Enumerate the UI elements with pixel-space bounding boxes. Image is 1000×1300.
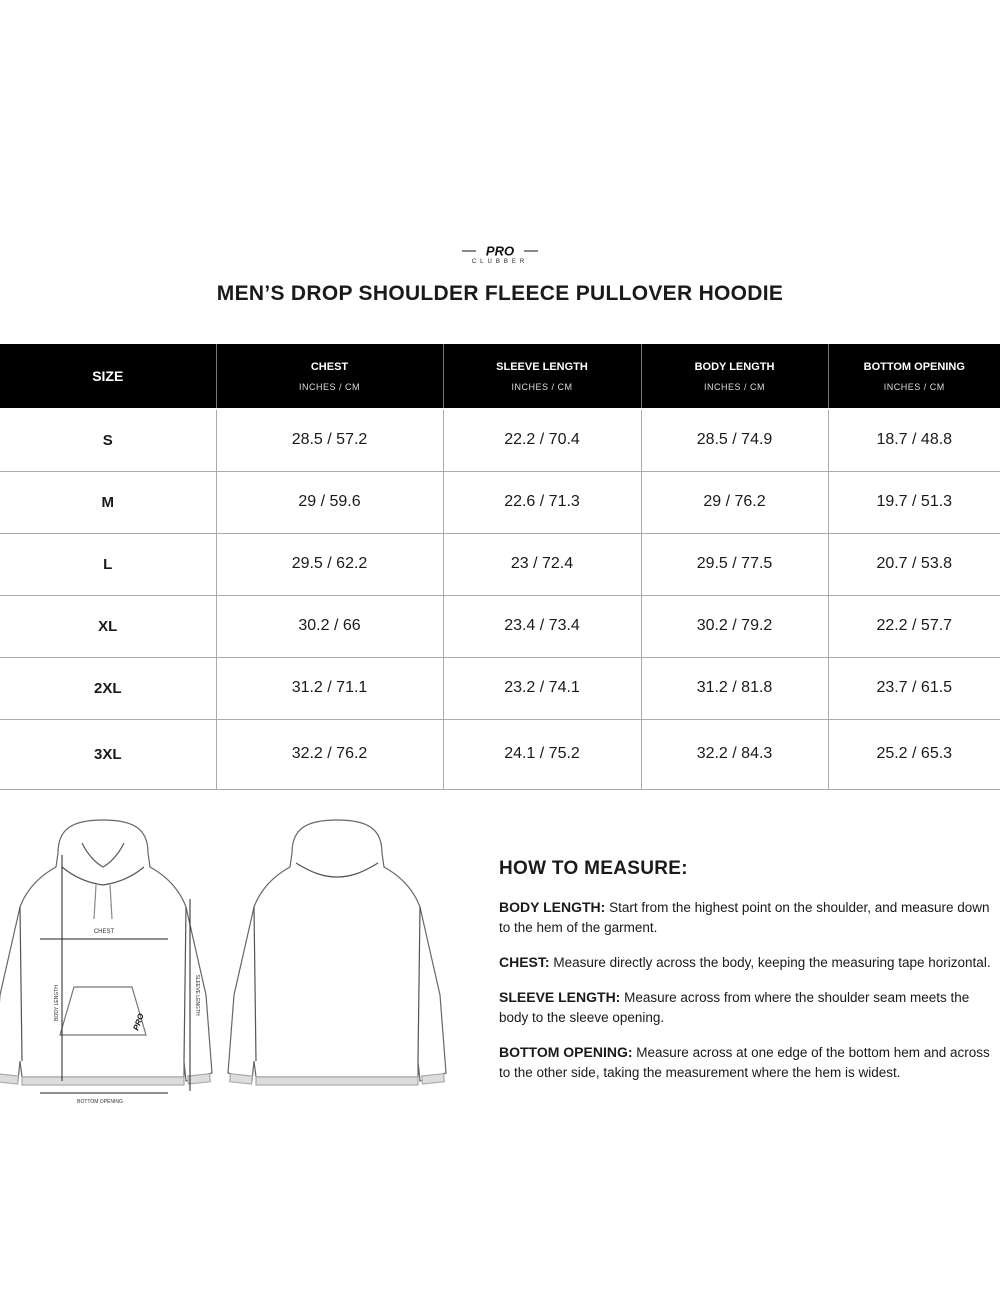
size-cell: 2XL [0,657,216,719]
header-size [0,344,216,409]
header-unit: INCHES / CM [511,381,573,392]
bottom-opening-label: BOTTOM OPENING [77,1099,123,1105]
instruction-text: Start from the highest point on the shoulder, and measure down to the hem of the garment. [499,900,990,935]
bottom-opening-cell: 19.7 / 51.3 [828,471,1000,533]
chest-label: CHEST [93,929,115,935]
sleeve-length-cell: 23 / 72.4 [443,533,641,595]
instruction-term: BODY LENGTH: [499,899,606,915]
bottom-opening-cell: 25.2 / 65.3 [828,719,1000,789]
logo-text: PRO [485,244,515,258]
measurement-lines [40,855,190,1093]
header-label: SLEEVE LENGTH [496,360,588,373]
header-label: BODY LENGTH [694,360,775,373]
bottom-opening-cell: 20.7 / 53.8 [828,533,1000,595]
header-body-length [641,344,828,409]
body-length-cell: 29.5 / 77.5 [641,533,828,595]
table-header-row [0,344,1000,409]
size-cell: M [0,471,216,533]
chest-logo-print: PRO [131,1012,146,1032]
measure-instruction-chest [499,952,1000,973]
body-length-cell: 31.2 / 81.8 [641,657,828,719]
bottom-opening-cell: 22.2 / 57.7 [828,595,1000,657]
how-to-measure-section [499,858,1000,1097]
size-cell: XL [0,595,216,657]
measure-instruction-body-length [499,897,1000,938]
instruction-text: Measure directly across the body, keeping the measuring tape horizontal. [553,955,991,970]
instruction-term: BOTTOM OPENING: [499,1044,633,1060]
sleeve-length-cell: 22.6 / 71.3 [443,471,641,533]
table-row [0,533,1000,595]
header-label: BOTTOM OPENING [863,360,965,373]
body-length-cell: 28.5 / 74.9 [641,409,828,471]
bottom-opening-cell: 18.7 / 48.8 [828,409,1000,471]
header-label: CHEST [310,360,349,373]
chest-cell: 29.5 / 62.2 [216,533,443,595]
table-row [0,657,1000,719]
instruction-term: CHEST: [499,954,550,970]
sleeve-length-cell: 23.4 / 73.4 [443,595,641,657]
hoodie-measurement-diagram [0,815,460,1115]
header-chest [216,344,443,409]
sleeve-length-cell: 24.1 / 75.2 [443,719,641,789]
measure-instruction-bottom-opening [499,1042,1000,1083]
body-length-label: BODY LENGTH [54,985,60,1021]
sleeve-length-cell: 22.2 / 70.4 [443,409,641,471]
instruction-term: SLEEVE LENGTH: [499,989,621,1005]
size-chart-table [0,344,1000,790]
header-sleeve-length [443,344,641,409]
size-cell: L [0,533,216,595]
brand-logo [462,244,538,268]
chest-cell: 31.2 / 71.1 [216,657,443,719]
logo-subtext: CLUBBER [471,259,529,265]
instruction-text: Measure across from where the shoulder seam meets the body to the sleeve opening. [499,990,970,1025]
header-bottom-opening [828,344,1000,409]
table-row [0,595,1000,657]
hoodie-back-illustration [228,820,446,1085]
measure-instruction-sleeve-length [499,987,1000,1028]
table-row [0,471,1000,533]
sleeve-length-label: SLEEVE LENGTH [194,974,200,1016]
table-row [0,719,1000,789]
how-to-measure-title: HOW TO MEASURE: [499,858,688,879]
header-unit: INCHES / CM [298,381,360,392]
body-length-cell: 29 / 76.2 [641,471,828,533]
header-label: SIZE [92,368,124,384]
body-length-cell: 32.2 / 84.3 [641,719,828,789]
chest-cell: 28.5 / 57.2 [216,409,443,471]
pro-logo-mark [462,244,538,258]
body-length-cell: 30.2 / 79.2 [641,595,828,657]
sleeve-length-cell: 23.2 / 74.1 [443,657,641,719]
size-cell: 3XL [0,719,216,789]
page-title: MEN’S DROP SHOULDER FLEECE PULLOVER HOODIE [216,282,784,305]
chest-cell: 30.2 / 66 [216,595,443,657]
bottom-opening-cell: 23.7 / 61.5 [828,657,1000,719]
instruction-text: Measure across at one edge of the bottom hem and across to the other side, taking the measurement where the hem is widest. [499,1045,990,1080]
table-row [0,409,1000,471]
size-cell: S [0,409,216,471]
chest-cell: 29 / 59.6 [216,471,443,533]
header-unit: INCHES / CM [703,381,765,392]
chest-cell: 32.2 / 76.2 [216,719,443,789]
header-unit: INCHES / CM [883,381,945,392]
hoodie-front-illustration [0,820,212,1085]
